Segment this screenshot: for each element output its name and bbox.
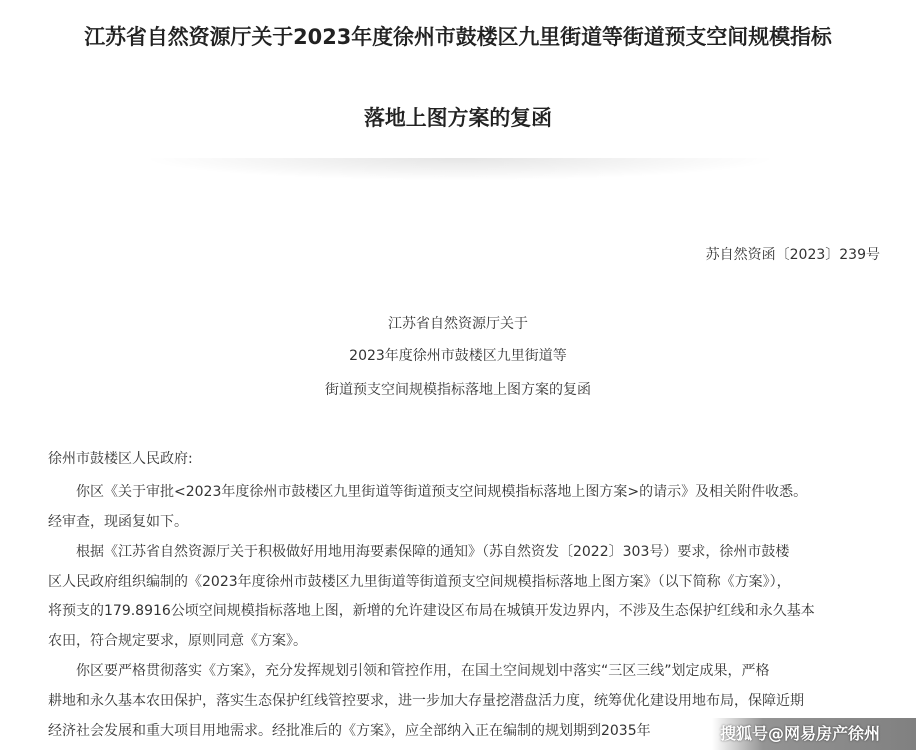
title-divider-shadow (150, 158, 770, 180)
paragraph-line: 经济社会发展和重大项目用地需求。经批准后的《方案》，应全部纳入正在编制的规划期到2035年 (48, 723, 651, 739)
subtitle-line-3: 街道预支空间规模指标落地上图方案的复函 (325, 382, 591, 398)
subtitle-line-2: 2023年度徐州市鼓楼区九里街道等 (349, 348, 567, 364)
paragraph-line: 区人民政府组织编制的《2023年度徐州市鼓楼区九里街道等街道预支空间规模指标落地上图方案》（以下简称《方案》）， (48, 574, 791, 590)
paragraph-line: 耕地和永久基本农田保护，落实生态保护红线管控要求，进一步加大存量挖潜盘活力度，统筹优化建设用地布局，保障近期 (48, 693, 804, 709)
paragraph-line: 你区要严格贯彻落实《方案》，充分发挥规划引领和管控作用，在国土空间规划中落实“三区三线”划定成果，严格 (76, 663, 770, 679)
paragraph-line: 根据《江苏省自然资源厅关于积极做好用地用海要素保障的通知》（苏自然资发〔2022〕303号）要求，徐州市鼓楼 (76, 544, 790, 560)
paragraph-line: 农田，符合规定要求，原则同意《方案》。 (48, 633, 307, 649)
paragraph-line: 经审查，现函复如下。 (48, 514, 188, 530)
title-line-2: 落地上图方案的复函 (363, 106, 553, 130)
addressee: 徐州市鼓楼区人民政府: (48, 451, 193, 467)
title-line-1: 江苏省自然资源厅关于2023年度徐州市鼓楼区九里街道等街道预支空间规模指标 (84, 25, 832, 49)
document-number: 苏自然资函〔2023〕239号 (705, 247, 880, 263)
paragraph-line: 你区《关于审批<2023年度徐州市鼓楼区九里街道等街道预支空间规模指标落地上图方案>的请示》及相关附件收悉。 (76, 484, 808, 500)
subtitle-line-1: 江苏省自然资源厅关于 (388, 316, 528, 332)
source-watermark: 搜狐号@网易房产徐州 (712, 718, 916, 750)
paragraph-line: 将预支的179.8916公顷空间规模指标落地上图，新增的允许建设区布局在城镇开发边界内，不涉及生态保护红线和永久基本 (48, 603, 815, 619)
